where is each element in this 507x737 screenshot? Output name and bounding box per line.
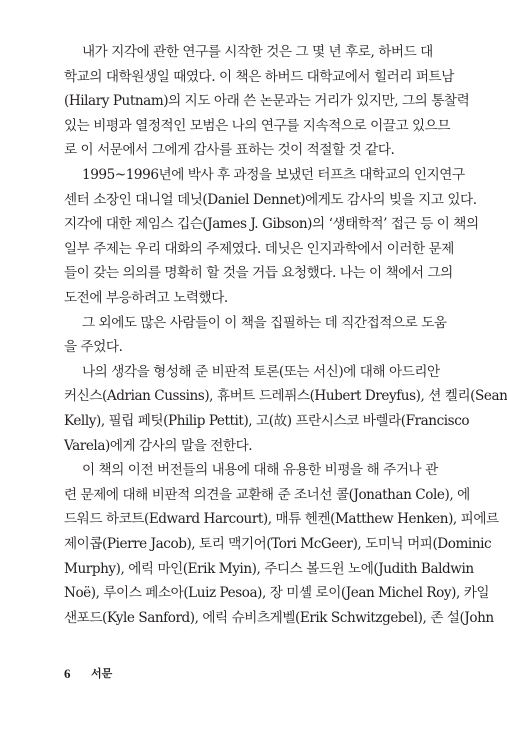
- text-line: Kelly), 필립 페팃(Philip Pettit), 고(故) 프란시스코 바렐라(Francisco: [64, 413, 470, 429]
- text-line: 있는 비평과 열정적인 모범은 나의 연구를 지속적으로 이끌고 있으므: [64, 117, 451, 134]
- text-line: 1995~1996년에 박사 후 과정을 보냈던 터프츠 대학교의 인지연구: [82, 167, 465, 183]
- text-line: 커신스(Adrian Cussins), 휴버트 드레퓌스(Hubert Dreyfus), 션 켈리(Sean: [64, 388, 507, 405]
- text-line: Varela)에게 감사의 말을 전한다.: [64, 437, 253, 454]
- text-line: (Hilary Putnam)의 지도 아래 쓴 논문과는 거리가 있지만, 그의 통찰력: [64, 93, 470, 110]
- text-line: 들이 갖는 의의를 명확히 할 것을 거듭 요청했다. 나는 이 책에서 그의: [64, 265, 453, 282]
- text-line: 드워드 하코트(Edward Harcourt), 매튜 헨켄(Matthew Henken), 피에르: [64, 511, 499, 528]
- text-line: 도전에 부응하려고 노력했다.: [64, 290, 228, 306]
- text-line: 나의 생각을 형성해 준 비판적 토론(또는 서신)에 대해 아드리안: [82, 363, 440, 380]
- text-line: 센터 소장인 대니얼 데닛(Daniel Dennet)에게도 감사의 빚을 지고 있다.: [64, 191, 477, 208]
- text-line: 지각에 대한 제임스 깁슨(James J. Gibson)의 ‘생태학적’ 접근 등 이 책의: [64, 216, 479, 233]
- text-line: Murphy), 에릭 마인(Erik Myin), 주디스 볼드윈 노에(Judith Baldwin: [64, 560, 474, 577]
- page-number: 6: [64, 666, 71, 681]
- text-line: 로 이 서문에서 그에게 감사를 표하는 것이 적절할 것 같다.: [64, 142, 395, 159]
- text-line: 을 주었다.: [64, 339, 123, 356]
- text-line: 내가 지각에 관한 연구를 시작한 것은 그 몇 년 후로, 하버드 대: [82, 44, 433, 60]
- text-line: 련 문제에 대해 비판적 의견을 교환해 준 조너선 콜(Jonathan Cole), 에: [64, 486, 470, 503]
- text-line: 일부 주제는 우리 대화의 주제였다. 데닛은 인지과학에서 이러한 문제: [64, 240, 454, 257]
- text-line: 학교의 대학원생일 때였다. 이 책은 하버드 대학교에서 힐러리 퍼트남: [64, 68, 454, 85]
- text-line: 그 외에도 많은 사람들이 이 책을 집필하는 데 직간접적으로 도움: [82, 314, 447, 331]
- text-line: 제이콥(Pierre Jacob), 토리 맥기어(Tori McGeer), 도미닉 머피(Dominic: [64, 536, 492, 552]
- text-line: 샌포드(Kyle Sanford), 에릭 슈비츠게벨(Erik Schwitzgebel), 존 설(John: [64, 609, 494, 626]
- running-title: 서문: [91, 667, 113, 680]
- text-line: 이 책의 이전 버전들의 내용에 대해 유용한 비평을 해 주거나 관: [82, 462, 438, 479]
- text-line: Noë), 루이스 페소아(Luiz Pesoa), 장 미셸 로이(Jean Michel Roy), 카일: [64, 585, 490, 602]
